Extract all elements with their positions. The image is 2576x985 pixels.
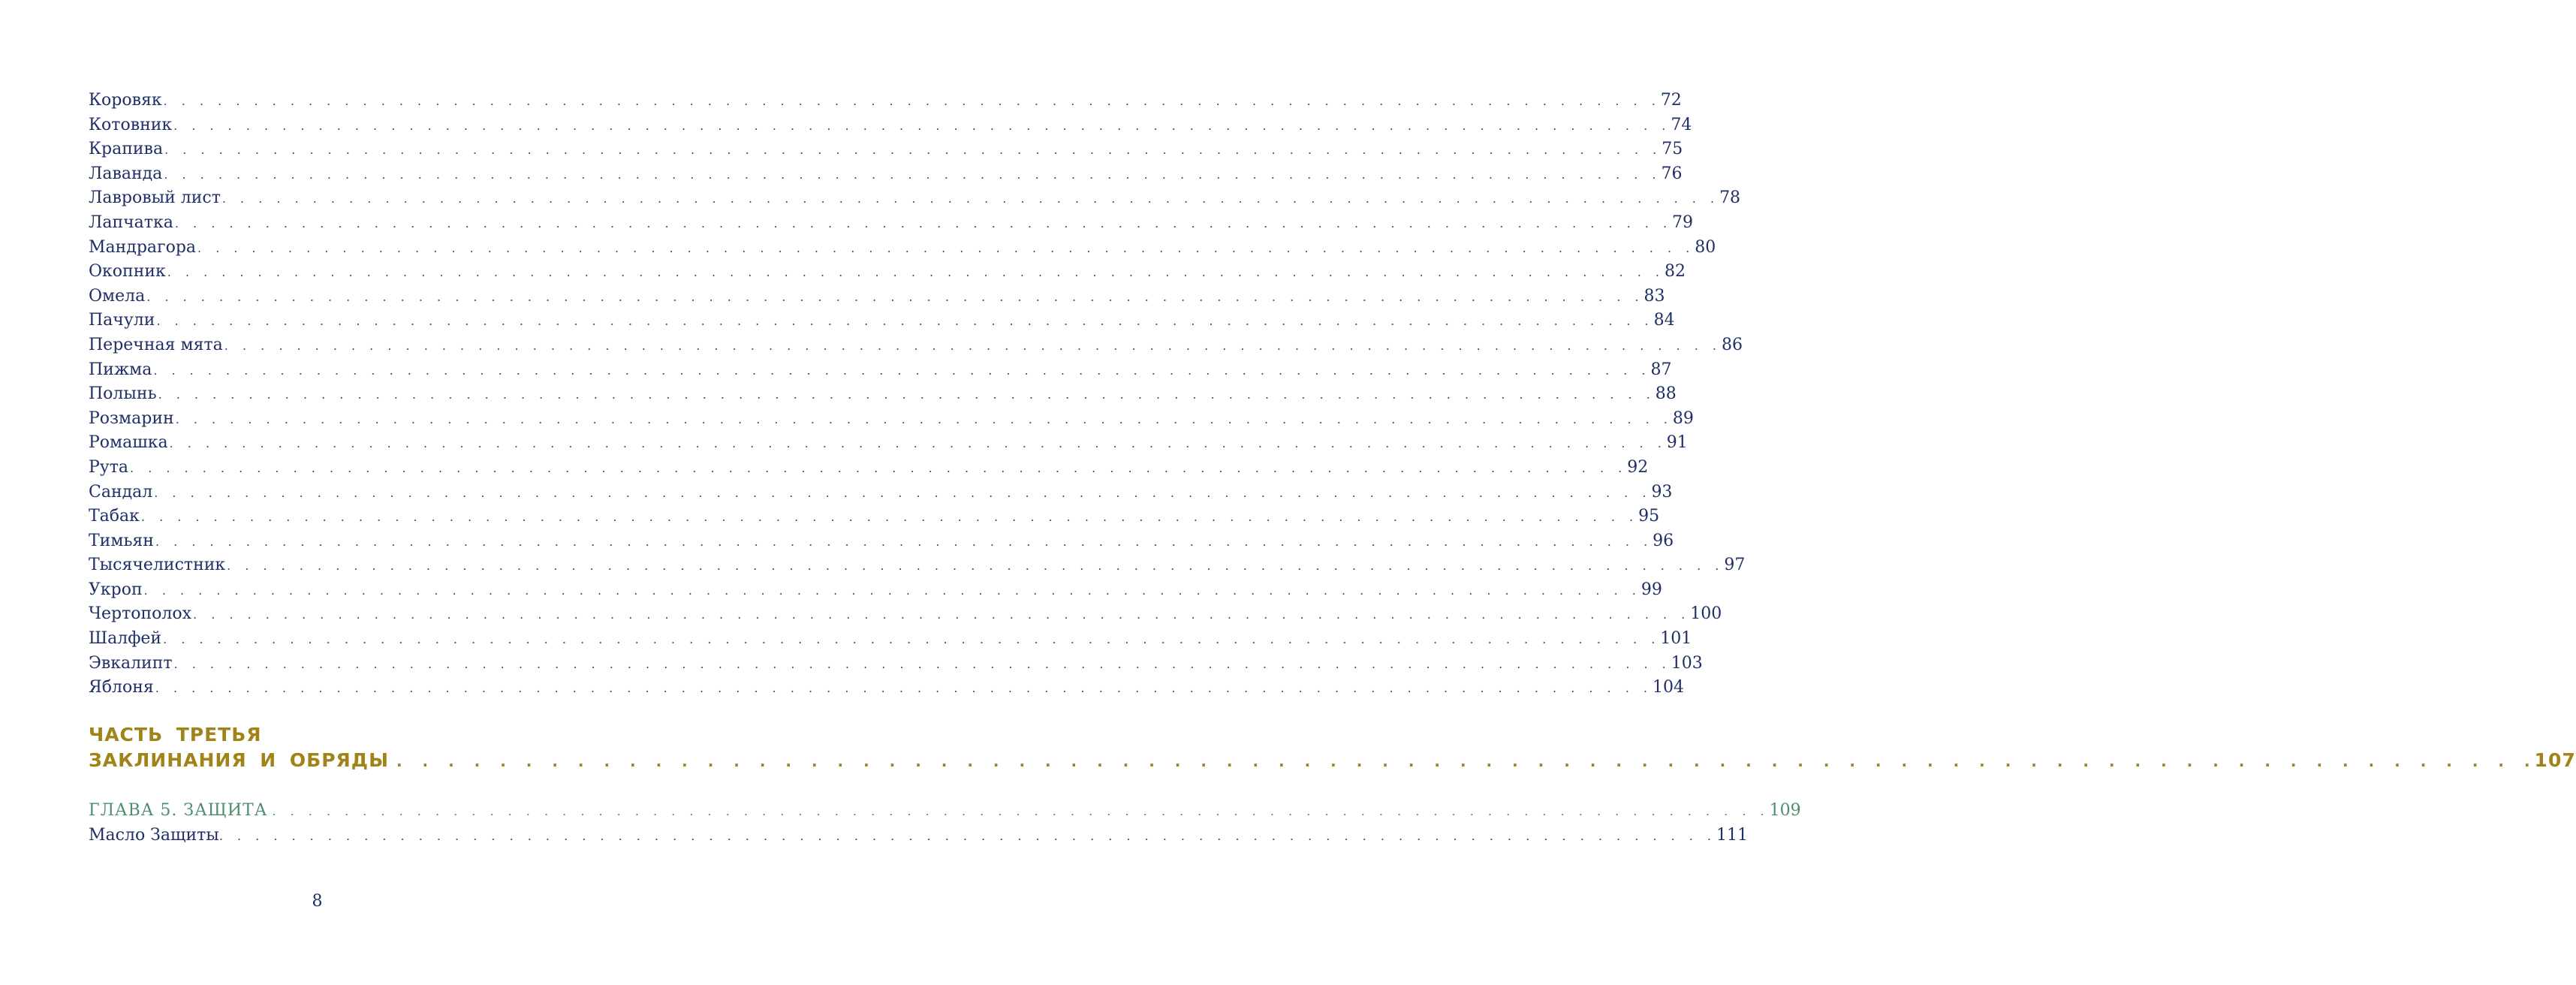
toc-entry — [89, 431, 1688, 456]
dot-leader: . . . . . . . . . . . . . . . . . . . . . . . . . . . . . . . . . . . . . . . . . . . . . . . . . . . . . . . . . . . . . . . . . . . . . . . . . . . . . . . . . . . — [169, 436, 1667, 451]
dot-leader: . . . . . . . . . . . . . . . . . . . . . . . . . . . . . . . . . . . . . . . . . . . . . . . . . . . . . . . . . . . . . . . . . . . . . . . . . . . . . . . . . . . — [221, 191, 1720, 206]
dot-leader: . . . . . . . . . . . . . . . . . . . . . . . . . . . . . . . . . . . . . . . . . . . . . . . . . . . . . . . . . . . . . . . . . . . . . . . . . . . . . . . . . . . — [173, 656, 1671, 671]
part-heading-page: 107 — [2534, 749, 2576, 771]
toc-entry-page: 95 — [1638, 507, 1660, 526]
toc-entry-page: 93 — [1651, 482, 1673, 502]
dot-leader: . . . . . . . . . . . . . . . . . . . . . . . . . . . . . . . . . . . . . . . . . . . . . . . . . . . . . . . . . . . . . . . . . . . . . . . . . . . . . . . . . . . — [146, 289, 1644, 304]
toc-entry — [89, 260, 1686, 285]
toc-entry-page: 91 — [1666, 433, 1688, 453]
chapter-heading — [89, 798, 1801, 823]
toc-entry-title: Коровяк — [89, 91, 162, 110]
page-number: 8 — [312, 892, 323, 911]
toc-entry-page: 78 — [1719, 188, 1741, 208]
toc-entry — [89, 113, 1692, 138]
toc-entry-page: 82 — [1664, 262, 1686, 282]
dot-leader: . . . . . . . . . . . . . . . . . . . . . . . . . . . . . . . . . . . . . . . . . . . . . . . . . . . . . . . . . . . . . . . . . . . . . . . . . . . . . . . . . . . — [167, 265, 1665, 280]
dot-leader: . . . . . . . . . . . . . . . . . . . . . . . . . . . . . . . . . . . . . . . . . . . . . . . . . . . . . . . . . . . . . . . . . . . . . . . . . . . . . . . . . . . — [175, 411, 1673, 426]
toc-entry-page: 75 — [1662, 140, 1683, 159]
dot-leader: . . . . . . . . . . . . . . . . . . . . . . . . . . . . . . . . . . . . . . . . . . . . . . . . . . . . . . . . . . . . . . . . . . . . . . . . . . . . . . . . . . . — [396, 752, 2535, 770]
toc-entry-page: 99 — [1641, 580, 1662, 599]
toc-entry-title: Сандал — [89, 482, 153, 502]
toc-entry-title: Лавровый лист — [89, 188, 221, 208]
toc-entry — [89, 186, 1741, 211]
toc-entry — [89, 505, 1660, 529]
dot-leader: . . . . . . . . . . . . . . . . . . . . . . . . . . . . . . . . . . . . . . . . . . . . . . . . . . . . . . . . . . . . . . . . . . . . . . . . . . . . . . . . . . . — [163, 94, 1661, 108]
toc-entry-page: 84 — [1653, 311, 1675, 330]
dot-leader: . . . . . . . . . . . . . . . . . . . . . . . . . . . . . . . . . . . . . . . . . . . . . . . . . . . . . . . . . . . . . . . . . . . . . . . . . . . . . . . . . . . — [155, 681, 1653, 696]
toc-entry-page: 80 — [1695, 237, 1716, 257]
dot-leader: . . . . . . . . . . . . . . . . . . . . . . . . . . . . . . . . . . . . . . . . . . . . . . . . . . . . . . . . . . . . . . . . . . . . . . . . . . . . . . . . . . . — [197, 240, 1695, 255]
toc-entry — [89, 285, 1665, 309]
toc-entry — [89, 578, 1662, 603]
dot-leader: . . . . . . . . . . . . . . . . . . . . . . . . . . . . . . . . . . . . . . . . . . . . . . . . . . . . . . . . . . . . . . . . . . . . . . . . . . . . . . . . . . . — [154, 485, 1652, 500]
subentry-page: 111 — [1716, 826, 1748, 845]
toc-entry-page: 87 — [1650, 360, 1672, 379]
part-heading — [89, 722, 2576, 773]
toc-entry-page: 101 — [1660, 629, 1692, 649]
toc-entry — [89, 211, 1694, 236]
dot-leader: . . . . . . . . . . . . . . . . . . . . . . . . . . . . . . . . . . . . . . . . . . . . . . . . . . . . . . . . . . . . . . . . . . . . . . . . . . . . . . . . . . . — [140, 510, 1639, 525]
dot-leader: . . . . . . . . . . . . . . . . . . . . . . . . . . . . . . . . . . . . . . . . . . . . . . . . . . . . . . . . . . . . . . . . . . . . . . . . . . . . . . . . . . . — [173, 118, 1671, 133]
toc-entry — [89, 333, 1743, 358]
toc-entry-title: Шалфей — [89, 629, 162, 649]
toc-entry — [89, 627, 1692, 652]
dot-leader: . . . . . . . . . . . . . . . . . . . . . . . . . . . . . . . . . . . . . . . . . . . . . . . . . . . . . . . . . . . . . . . . . . . . . . . . . . . . . . . . . . . — [155, 534, 1653, 549]
toc-entry-title: Лаванда — [89, 164, 163, 183]
chapter-block — [89, 798, 1801, 848]
toc-entry — [89, 89, 1682, 113]
toc-entry-page: 86 — [1721, 335, 1743, 354]
toc-entry — [89, 309, 1675, 333]
toc-entry-page: 76 — [1661, 164, 1683, 183]
toc-entry — [89, 162, 1683, 187]
toc-entry-page: 74 — [1671, 115, 1692, 134]
toc-entry — [89, 652, 1703, 676]
toc-entry-page: 100 — [1690, 604, 1722, 624]
toc-entry-title: Ромашка — [89, 433, 168, 453]
toc-entry-title: Розмарин — [89, 408, 174, 428]
toc-entry-title: Мандрагора — [89, 237, 197, 257]
toc-entry-page: 104 — [1652, 678, 1684, 697]
dot-leader: . . . . . . . . . . . . . . . . . . . . . . . . . . . . . . . . . . . . . . . . . . . . . . . . . . . . . . . . . . . . . . . . . . . . . . . . . . . . . . . . . . . — [227, 559, 1725, 574]
toc-entry-page: 79 — [1672, 212, 1694, 232]
dot-leader: . . . . . . . . . . . . . . . . . . . . . . . . . . . . . . . . . . . . . . . . . . . . . . . . . . . . . . . . . . . . . . . . . . . . . . . . . . . . . . . . . . . — [164, 143, 1662, 158]
toc-entry-title: Рута — [89, 457, 129, 477]
toc-entry-title: Тимьян — [89, 531, 154, 550]
dot-leader: . . . . . . . . . . . . . . . . . . . . . . . . . . . . . . . . . . . . . . . . . . . . . . . . . . . . . . . . . . . . . . . . . . . . . . . . . . . . . . . . . . . — [130, 460, 1628, 475]
toc-entry-title: Омела — [89, 286, 146, 306]
toc-entry-page: 92 — [1627, 457, 1649, 477]
chapter-page: 109 — [1769, 801, 1801, 820]
dot-leader: . . . . . . . . . . . . . . . . . . . . . . . . . . . . . . . . . . . . . . . . . . . . . . . . . . . . . . . . . . . . . . . . . . . . . . . . . . . . . . . . . . . — [272, 804, 1770, 818]
toc-entry-title: Тысячелистник — [89, 556, 226, 575]
toc-entry — [89, 358, 1672, 383]
toc-entry — [89, 236, 1716, 261]
dot-leader: . . . . . . . . . . . . . . . . . . . . . . . . . . . . . . . . . . . . . . . . . . . . . . . . . . . . . . . . . . . . . . . . . . . . . . . . . . . . . . . . . . . — [163, 632, 1661, 647]
part-heading-line2: ЗАКЛИНАНИЯ И ОБРЯДЫ — [89, 749, 389, 771]
dot-leader: . . . . . . . . . . . . . . . . . . . . . . . . . . . . . . . . . . . . . . . . . . . . . . . . . . . . . . . . . . . . . . . . . . . . . . . . . . . . . . . . . . . — [224, 338, 1722, 353]
toc-entry-title: Окопник — [89, 262, 166, 282]
toc-entry — [89, 480, 1673, 505]
dot-leader: . . . . . . . . . . . . . . . . . . . . . . . . . . . . . . . . . . . . . . . . . . . . . . . . . . . . . . . . . . . . . . . . . . . . . . . . . . . . . . . . . . . — [193, 607, 1691, 622]
toc-entry-page: 97 — [1724, 556, 1746, 575]
toc-entry-title: Перечная мята — [89, 335, 223, 354]
dot-leader: . . . . . . . . . . . . . . . . . . . . . . . . . . . . . . . . . . . . . . . . . . . . . . . . . . . . . . . . . . . . . . . . . . . . . . . . . . . . . . . . . . . — [156, 314, 1654, 329]
toc-entry-page: 96 — [1653, 531, 1674, 550]
toc-subentry — [89, 823, 1748, 848]
toc-entry — [89, 602, 1722, 627]
toc-entry-title: Табак — [89, 507, 140, 526]
toc-entry-title: Полынь — [89, 384, 157, 404]
toc-entry-title: Лапчатка — [89, 212, 173, 232]
dot-leader: . . . . . . . . . . . . . . . . . . . . . . . . . . . . . . . . . . . . . . . . . . . . . . . . . . . . . . . . . . . . . . . . . . . . . . . . . . . . . . . . . . . — [143, 583, 1641, 598]
toc-entry — [89, 407, 1694, 432]
dot-leader: . . . . . . . . . . . . . . . . . . . . . . . . . . . . . . . . . . . . . . . . . . . . . . . . . . . . . . . . . . . . . . . . . . . . . . . . . . . . . . . . . . . — [164, 167, 1662, 182]
toc-entry-page: 72 — [1660, 91, 1682, 110]
toc-entry-title: Пачули — [89, 311, 155, 330]
toc-entry-title: Эвкалипт — [89, 653, 173, 673]
toc-entry — [89, 382, 1677, 407]
table-of-contents — [89, 89, 1746, 700]
dot-leader: . . . . . . . . . . . . . . . . . . . . . . . . . . . . . . . . . . . . . . . . . . . . . . . . . . . . . . . . . . . . . . . . . . . . . . . . . . . . . . . . . . . — [218, 829, 1716, 843]
dot-leader: . . . . . . . . . . . . . . . . . . . . . . . . . . . . . . . . . . . . . . . . . . . . . . . . . . . . . . . . . . . . . . . . . . . . . . . . . . . . . . . . . . . — [174, 215, 1673, 230]
toc-entry-title: Чертополох — [89, 604, 192, 624]
toc-entry — [89, 137, 1683, 162]
toc-entry-title: Пижма — [89, 360, 152, 379]
toc-entry-page: 83 — [1644, 286, 1665, 306]
toc-entry-title: Яблоня — [89, 678, 154, 697]
part-heading-line2-row — [89, 748, 2576, 773]
toc-entry-title: Котовник — [89, 115, 173, 134]
dot-leader: . . . . . . . . . . . . . . . . . . . . . . . . . . . . . . . . . . . . . . . . . . . . . . . . . . . . . . . . . . . . . . . . . . . . . . . . . . . . . . . . . . . — [158, 387, 1656, 402]
toc-entry — [89, 529, 1674, 554]
part-heading-line1: ЧАСТЬ ТРЕТЬЯ — [89, 724, 262, 746]
toc-entry-title: Крапива — [89, 140, 164, 159]
chapter-title: ГЛАВА 5. ЗАЩИТА — [89, 801, 268, 820]
toc-entry — [89, 553, 1746, 578]
dot-leader: . . . . . . . . . . . . . . . . . . . . . . . . . . . . . . . . . . . . . . . . . . . . . . . . . . . . . . . . . . . . . . . . . . . . . . . . . . . . . . . . . . . — [153, 363, 1651, 378]
toc-entry-page: 103 — [1671, 653, 1703, 673]
subentry-title: Масло Защиты — [89, 826, 219, 845]
toc-entry-page: 88 — [1655, 384, 1677, 404]
toc-entry — [89, 676, 1684, 700]
toc-entry — [89, 456, 1649, 480]
toc-entry-page: 89 — [1672, 408, 1694, 428]
toc-entry-title: Укроп — [89, 580, 143, 599]
